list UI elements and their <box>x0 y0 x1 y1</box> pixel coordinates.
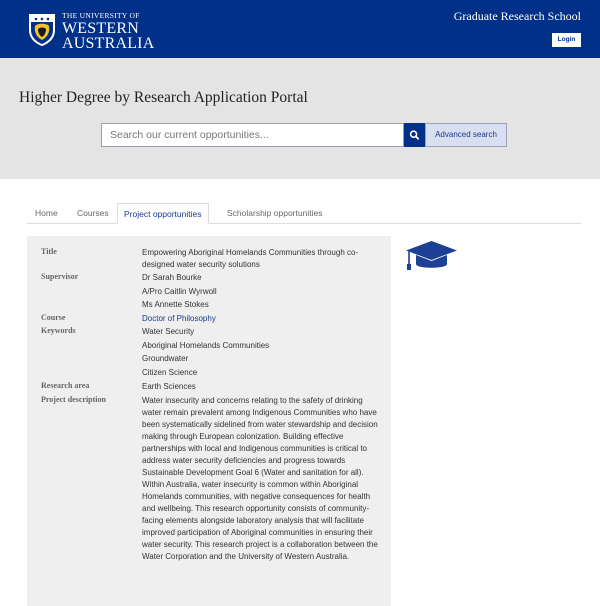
description-value: Water insecurity and concerns relating to the safety of drinking water remain prevalent among Indigenous Communities who have been systematically sidelined from water stewardship and decision making through European colonization. Building effective partnerships with local and Indigenous communities is critical to address water security deficiencies and progress towards Sustainable Development Goal 6 (Water and sanitation for all). Within Australia, water insecurity is common within Aboriginal Homelands communities, with negative consequences for health and wellbeing. This research opportunity consists of community-facing elements alongside laboratory analysis that will facilitate improved participation of Aboriginal communities in ensuring their water security. This research project is a collaboration between the Water Corporation and the University of Western Australia. <box>142 396 378 561</box>
research-area-value: Earth Sciences <box>142 382 196 391</box>
keywords-label: Keywords <box>41 326 76 335</box>
keyword-item: Water Security <box>142 327 195 336</box>
university-logo[interactable] <box>27 11 155 52</box>
logo-line-2: WESTERN <box>62 19 139 37</box>
supervisor-label: Supervisor <box>41 272 79 281</box>
supervisor-item: Dr Sarah Bourke <box>142 273 202 282</box>
supervisor-item: Ms Annette Stokes <box>142 300 209 310</box>
search-icon <box>404 123 425 147</box>
advanced-search-button[interactable]: Advanced search <box>425 123 507 147</box>
logo-line-3: AUSTRALIA <box>62 34 155 52</box>
course-link[interactable]: Doctor of Philosophy <box>142 314 216 323</box>
logo-line-1: THE UNIVERSITY OF <box>62 11 140 20</box>
tab-courses[interactable]: Courses <box>77 208 109 218</box>
tab-bar <box>27 203 581 224</box>
keyword-item: Groundwater <box>142 354 189 364</box>
research-area-label: Research area <box>41 381 90 390</box>
tab-home[interactable]: Home <box>35 208 58 218</box>
university-crest-icon <box>27 12 57 47</box>
tab-scholarship-opportunities[interactable]: Scholarship opportunities <box>227 208 323 218</box>
keyword-item: Citizen Science <box>142 367 198 377</box>
keyword-item: Aboriginal Homelands Communities <box>142 340 270 350</box>
keywords-list <box>142 326 378 380</box>
graduation-cap-icon <box>405 240 458 274</box>
title-value: Empowering Aboriginal Homelands Communities through co-designed water security solutions <box>142 248 359 269</box>
search-button[interactable] <box>404 123 425 147</box>
supervisor-list <box>142 272 378 313</box>
description-label: Project description <box>41 395 106 404</box>
supervisor-item: A/Pro Caitlin Wyrwoll <box>142 286 217 296</box>
project-details-panel <box>27 236 391 606</box>
title-label: Title <box>41 247 57 256</box>
course-value <box>142 313 378 327</box>
search-input[interactable] <box>101 123 404 147</box>
course-label: Course <box>41 313 66 322</box>
page-title: Higher Degree by Research Application Portal <box>19 89 308 106</box>
school-name-link[interactable]: Graduate Research School <box>453 9 581 23</box>
login-button[interactable]: Login <box>552 33 581 47</box>
hero-banner <box>0 58 600 179</box>
logo-text <box>62 11 154 52</box>
tab-project-opportunities[interactable]: Project opportunities <box>117 203 209 224</box>
top-header <box>0 0 600 58</box>
